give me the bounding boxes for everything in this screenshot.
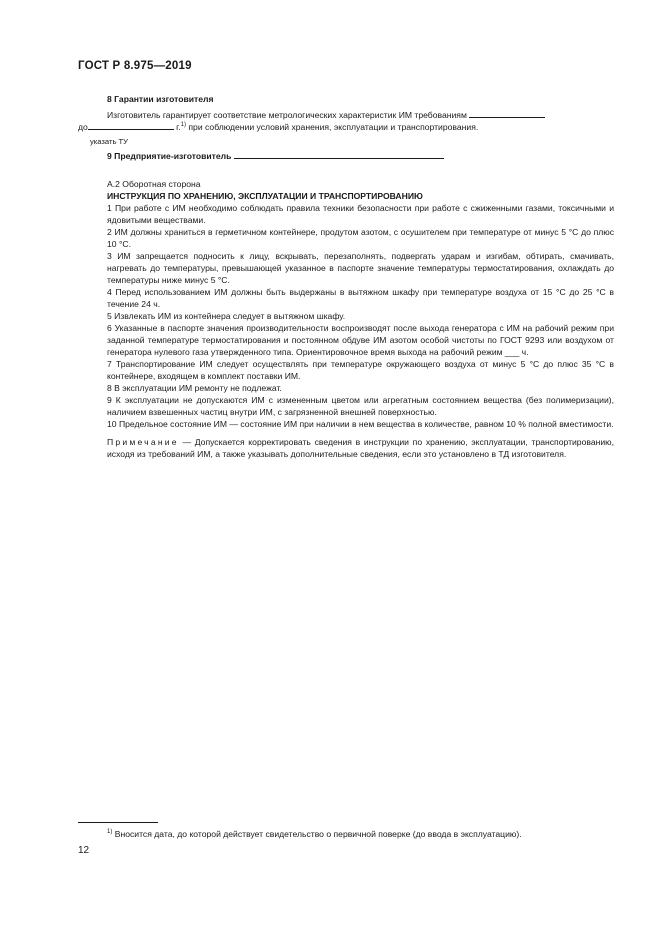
footnote-divider: [78, 822, 158, 823]
a2-item-2: 2 ИМ должны храниться в герметичном контейнере, продутом азотом, с осушителем при температуре от минус 5 °С до плюс 10 °С.: [107, 227, 614, 249]
blank-line-date: [88, 121, 174, 130]
a2-item-4: 4 Перед использованием ИМ должны быть выдержаны в вытяжном шкафу при температуре воздуха от 15 °С до 25 °С в течение 24 ч.: [107, 287, 614, 309]
section-8-hint: указать ТУ: [90, 137, 128, 146]
note-label: Примечание: [107, 437, 179, 447]
section-8: [78, 93, 614, 105]
section-8-line1: Изготовитель гарантирует соответствие метрологических характеристик ИМ требованиям: [78, 109, 614, 121]
blank-line-requirements: [469, 109, 545, 118]
blank-line-manufacturer: [234, 150, 444, 159]
a2-item-3: 3 ИМ запрещается подносить к лицу, вскрывать, перезаполнять, подвергать ударам и изгибам, обтирать, смачивать, нагревать до температуры, превышающей указанное в паспорте значение температуры термостатирования, охлаждать до температуры ниже минус 5 °С.: [107, 251, 614, 285]
a2-item-7: 7 Транспортирование ИМ следует осуществлять при температуре окружающего воздуха от минус 5 °С до плюс 35 °С в контейнере, входящем в комплект поставки ИМ.: [107, 359, 614, 381]
a2-item-1: 1 При работе с ИМ необходимо соблюдать правила техники безопасности при работе с сжиженными газами, токсичными и ядовитыми веществами.: [107, 203, 614, 225]
page-number: 12: [78, 845, 90, 856]
footnote-mark: 1): [107, 829, 113, 836]
a2-label: А.2 Оборотная сторона: [107, 179, 201, 189]
a2-note: [78, 436, 614, 460]
footnote: [78, 828, 614, 840]
appendix-a2: [78, 178, 614, 460]
a2-item-10: 10 Предельное состояние ИМ — состояние ИМ при наличии в нем вещества в количестве, равном 10 % полной вместимости.: [107, 419, 614, 429]
footnote-text: Вносится дата, до которой действует свидетельство о первичной поверке (до ввода в эксплуатацию).: [112, 829, 522, 839]
a2-item-5: 5 Извлекать ИМ из контейнера следует в вытяжном шкафу.: [107, 311, 346, 321]
footnote-ref: 1): [180, 122, 187, 129]
section-9-line: [78, 150, 614, 162]
section-8-body: [78, 109, 614, 148]
section-9-title: 9 Предприятие-изготовитель: [107, 151, 232, 161]
a2-item-9: 9 К эксплуатации не допускаются ИМ с измененным цветом или агрегатным состоянием вещества (без полимеризации), наличием взвешенных частиц внутри ИМ, с загрязненной внешней поверхностью.: [107, 395, 614, 417]
note-text: — Допускается корректировать сведения в инструкции по хранению, эксплуатации, транспортированию, исходя из требований ИМ, а также указывать дополнительные сведения, если это установлено в ТД изготовителя.: [107, 437, 614, 459]
section-8-title: 8 Гарантии изготовителя: [107, 94, 214, 104]
a2-item-6: 6 Указанные в паспорте значения производительности воспроизводят после выхода генератора с ИМ на рабочий режим при заданной температуре термостатирования и постоянном обдуве ИМ азотом особой чистоты по ГОСТ 9293 или воздухом от генератора нулевого газа утвержденного типа. Ориентировочное время выхода на рабочий режим ___ ч.: [107, 323, 614, 357]
a2-title: ИНСТРУКЦИЯ ПО ХРАНЕНИЮ, ЭКСПЛУАТАЦИИ И ТРАНСПОРТИРОВАНИЮ: [107, 191, 423, 201]
section-9: [78, 150, 614, 162]
a2-item-8: 8 В эксплуатации ИМ ремонту не подлежат.: [107, 383, 282, 393]
document-header: ГОСТ Р 8.975—2019: [78, 60, 192, 72]
section-8-line2: до г.$^{1)}$ при соблюдении условий хранения, эксплуатации и транспортирования.: [78, 122, 479, 132]
